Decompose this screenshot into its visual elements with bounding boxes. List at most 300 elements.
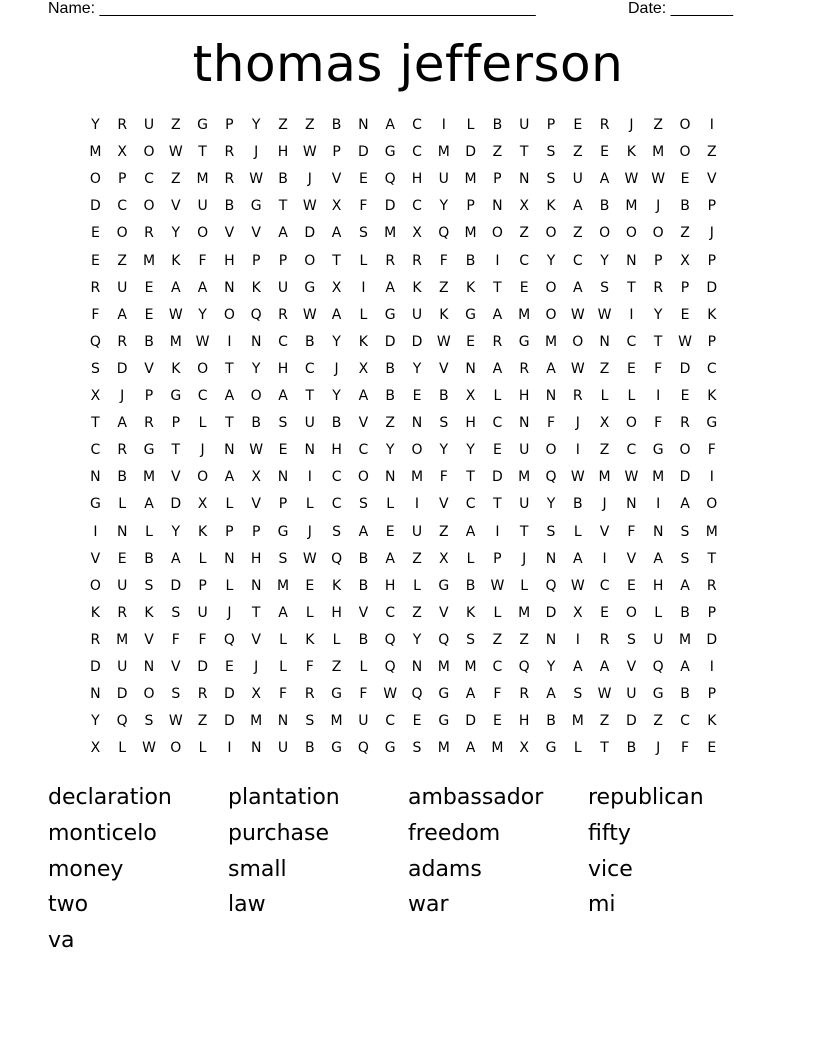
grid-letter: V — [171, 469, 181, 486]
grid-letter: N — [224, 550, 235, 567]
grid-letter: P — [493, 171, 502, 188]
grid-letter: Z — [492, 631, 503, 648]
grid-letter: S — [305, 713, 315, 730]
grid-letter: S — [358, 496, 368, 513]
grid-letter: O — [89, 171, 101, 188]
grid-letter: I — [602, 550, 607, 567]
grid-letter: L — [279, 659, 287, 675]
grid-letter: M — [384, 225, 397, 242]
grid-letter: F — [305, 659, 314, 675]
grid-letter: I — [709, 659, 714, 675]
grid-letter: A — [599, 659, 610, 675]
grid-letter: Y — [198, 306, 207, 323]
grid-letter: L — [520, 577, 529, 594]
grid-letter: P — [332, 144, 341, 161]
grid-letter: D — [304, 225, 316, 242]
grid-letter: J — [227, 604, 232, 621]
grid-letter: B — [626, 740, 637, 757]
grid-letter: X — [519, 740, 529, 757]
grid-letter: W — [249, 171, 264, 188]
grid-letter: N — [599, 333, 610, 350]
grid-letter: S — [144, 713, 154, 730]
grid-letter: G — [384, 306, 396, 323]
grid-letter: C — [492, 415, 503, 432]
word-bank-item: adams — [408, 856, 482, 882]
grid-letter: F — [654, 360, 663, 377]
grid-letter: F — [198, 252, 207, 269]
grid-letter: I — [361, 279, 366, 296]
grid-letter: B — [438, 388, 449, 404]
grid-letter: A — [278, 388, 288, 404]
grid-letter: R — [117, 333, 128, 350]
grid-letter: T — [707, 550, 717, 567]
grid-letter: P — [225, 523, 234, 540]
grid-letter: V — [626, 550, 637, 567]
grid-letter: G — [89, 496, 101, 513]
grid-letter: U — [117, 577, 128, 594]
grid-letter: S — [573, 686, 583, 703]
grid-letter: O — [491, 225, 503, 242]
grid-letter: I — [575, 631, 580, 648]
grid-letter: F — [627, 523, 636, 540]
grid-letter: B — [331, 117, 342, 133]
grid-letter: U — [277, 740, 289, 757]
grid-letter: F — [439, 252, 448, 269]
grid-letter: M — [276, 577, 290, 594]
grid-letter: W — [168, 306, 183, 323]
grid-letter: C — [117, 198, 128, 215]
word-bank-item: va — [48, 928, 75, 954]
grid-letter: K — [305, 631, 315, 648]
grid-letter: A — [171, 550, 181, 567]
grid-letter: K — [546, 198, 556, 215]
grid-letter: P — [707, 333, 717, 350]
grid-letter: W — [678, 333, 692, 350]
grid-letter: W — [651, 171, 666, 188]
grid-letter: G — [465, 306, 477, 323]
grid-letter: H — [277, 360, 289, 377]
grid-letter: K — [90, 604, 100, 621]
grid-letter: O — [304, 252, 316, 269]
grid-letter: R — [224, 144, 235, 161]
grid-letter: B — [680, 686, 690, 703]
grid-letter: I — [495, 523, 500, 540]
grid-letter: W — [249, 442, 264, 459]
grid-letter: A — [144, 496, 154, 513]
grid-letter: S — [412, 740, 422, 757]
grid-letter: B — [465, 252, 476, 269]
grid-letter: Z — [599, 360, 610, 377]
grid-letter: J — [602, 496, 607, 513]
grid-letter: Y — [546, 659, 556, 675]
grid-letter: G — [304, 279, 316, 296]
grid-letter: O — [170, 740, 182, 757]
grid-letter: M — [250, 713, 263, 730]
grid-letter: T — [332, 252, 341, 269]
grid-letter: O — [652, 225, 664, 242]
grid-letter: D — [170, 496, 182, 513]
grid-letter: A — [492, 306, 503, 323]
grid-letter: K — [707, 388, 717, 404]
grid-letter: D — [545, 604, 557, 621]
grid-letter: A — [385, 117, 395, 133]
grid-letter: M — [518, 306, 531, 323]
grid-letter: E — [412, 388, 422, 404]
grid-letter: Q — [652, 659, 664, 675]
grid-letter: N — [545, 550, 557, 567]
grid-letter: W — [624, 469, 639, 486]
grid-letter: O — [572, 333, 584, 350]
grid-letter: Z — [706, 144, 717, 161]
grid-letter: F — [171, 631, 180, 648]
grid-letter: F — [278, 686, 288, 703]
grid-letter: V — [224, 225, 235, 242]
grid-letter: D — [465, 144, 476, 161]
grid-letter: C — [412, 144, 422, 161]
grid-letter: A — [680, 659, 690, 675]
grid-letter: F — [91, 306, 100, 323]
grid-letter: R — [492, 333, 503, 350]
grid-letter: X — [412, 225, 422, 242]
grid-letter: Y — [600, 252, 609, 269]
grid-letter: R — [412, 252, 422, 269]
grid-letter: G — [384, 740, 396, 757]
grid-letter: X — [251, 686, 261, 703]
grid-letter: Y — [546, 496, 556, 513]
grid-letter: L — [279, 631, 287, 648]
grid-letter: O — [545, 306, 557, 323]
grid-letter: M — [196, 171, 209, 188]
grid-letter: R — [117, 442, 128, 459]
grid-letter: O — [143, 198, 155, 215]
grid-letter: H — [411, 171, 423, 188]
grid-letter: G — [438, 686, 450, 703]
grid-letter: D — [411, 333, 423, 350]
grid-letter: V — [90, 550, 101, 567]
grid-letter: I — [227, 740, 232, 757]
grid-letter: R — [599, 631, 610, 648]
grid-letter: L — [198, 415, 207, 432]
grid-letter: L — [225, 496, 234, 513]
grid-letter: H — [250, 550, 262, 567]
grid-letter: K — [465, 604, 476, 621]
grid-letter: S — [171, 604, 181, 621]
grid-letter: U — [519, 117, 530, 133]
grid-letter: H — [465, 415, 476, 432]
grid-letter: C — [412, 198, 422, 215]
grid-letter: A — [278, 225, 288, 242]
grid-letter: Q — [384, 631, 396, 648]
grid-letter: G — [652, 686, 664, 703]
grid-letter: N — [224, 442, 235, 459]
grid-letter: V — [144, 631, 154, 648]
grid-letter: N — [626, 252, 637, 269]
word-bank-item: law — [228, 892, 266, 918]
grid-letter: K — [197, 523, 208, 540]
grid-letter: A — [171, 279, 181, 296]
grid-letter: Z — [680, 225, 690, 242]
grid-letter: U — [572, 171, 583, 188]
grid-letter: C — [465, 496, 476, 513]
grid-letter: G — [250, 198, 262, 215]
grid-letter: W — [570, 469, 585, 486]
grid-letter: L — [145, 523, 153, 540]
date-field-label: Date: _______ — [628, 0, 733, 17]
grid-letter: A — [573, 550, 583, 567]
grid-letter: X — [519, 198, 529, 215]
grid-letter: G — [384, 144, 396, 161]
grid-letter: J — [120, 388, 125, 404]
grid-letter: V — [171, 659, 181, 675]
grid-letter: J — [575, 415, 580, 432]
grid-letter: R — [144, 225, 154, 242]
grid-letter: L — [359, 306, 368, 323]
grid-letter: L — [198, 740, 207, 757]
grid-letter: V — [144, 360, 154, 377]
grid-letter: P — [707, 604, 717, 621]
grid-letter: Q — [223, 631, 235, 648]
grid-letter: R — [572, 388, 583, 404]
grid-letter: J — [200, 442, 205, 459]
grid-letter: D — [384, 333, 396, 350]
grid-letter: L — [573, 523, 582, 540]
grid-letter: R — [117, 117, 128, 133]
grid-letter: R — [197, 686, 208, 703]
grid-letter: X — [572, 604, 583, 621]
grid-letter: Z — [331, 659, 342, 675]
grid-letter: O — [679, 144, 691, 161]
grid-letter: M — [625, 198, 638, 215]
grid-letter: O — [223, 306, 235, 323]
grid-letter: T — [600, 740, 609, 757]
grid-letter: P — [546, 117, 556, 133]
grid-letter: M — [705, 523, 718, 540]
grid-letter: A — [465, 523, 476, 540]
grid-letter: C — [331, 469, 342, 486]
grid-letter: M — [142, 469, 156, 486]
grid-letter: Z — [599, 442, 610, 459]
grid-letter: R — [519, 360, 530, 377]
grid-letter: E — [519, 279, 529, 296]
word-bank-item: war — [408, 892, 449, 918]
grid-letter: U — [653, 631, 664, 648]
grid-letter: V — [251, 225, 261, 242]
grid-letter: N — [90, 686, 101, 703]
grid-letter: W — [383, 686, 398, 703]
grid-letter: P — [278, 252, 288, 269]
grid-letter: M — [571, 713, 584, 730]
grid-letter: S — [332, 523, 342, 540]
grid-letter: Q — [438, 225, 450, 242]
grid-letter: T — [91, 415, 100, 432]
grid-letter: U — [197, 604, 208, 621]
grid-letter: K — [707, 306, 717, 323]
grid-letter: N — [545, 388, 557, 404]
grid-letter: R — [304, 686, 315, 703]
grid-letter: T — [466, 469, 475, 486]
grid-letter: J — [254, 144, 259, 161]
grid-letter: R — [90, 279, 101, 296]
grid-letter: K — [465, 279, 476, 296]
grid-letter: V — [707, 171, 717, 188]
grid-letter: W — [624, 171, 639, 188]
page-title: thomas jefferson — [192, 35, 624, 93]
grid-letter: R — [117, 604, 128, 621]
grid-letter: E — [144, 279, 154, 296]
grid-letter: E — [90, 252, 100, 269]
grid-letter: W — [490, 577, 505, 594]
grid-letter: N — [626, 496, 637, 513]
grid-letter: U — [277, 279, 289, 296]
grid-letter: M — [437, 659, 450, 675]
header — [48, 0, 740, 20]
grid-letter: U — [358, 713, 369, 730]
grid-letter: X — [331, 198, 342, 215]
grid-letter: S — [466, 631, 476, 648]
grid-letter: W — [570, 577, 585, 594]
grid-letter: E — [492, 442, 502, 459]
grid-letter: I — [307, 469, 312, 486]
grid-letter: K — [251, 279, 261, 296]
grid-letter: X — [438, 550, 449, 567]
grid-letter: Z — [438, 279, 449, 296]
grid-letter: M — [89, 144, 102, 161]
grid-letter: U — [411, 523, 423, 540]
grid-letter: W — [168, 144, 183, 161]
grid-letter: G — [706, 415, 718, 432]
grid-letter: Y — [91, 713, 100, 730]
grid-letter: K — [439, 306, 449, 323]
grid-letter: M — [464, 171, 477, 188]
grid-letter: I — [709, 469, 714, 486]
grid-letter: B — [358, 631, 369, 648]
grid-letter: Y — [546, 252, 556, 269]
grid-letter: Z — [170, 117, 181, 133]
grid-letter: O — [545, 279, 557, 296]
grid-letter: M — [330, 713, 343, 730]
grid-letter: F — [439, 469, 448, 486]
grid-letter: O — [357, 469, 369, 486]
grid-letter: Y — [653, 306, 663, 323]
grid-letter: O — [116, 225, 128, 242]
grid-letter: E — [117, 550, 127, 567]
grid-letter: K — [412, 279, 422, 296]
grid-letter: H — [277, 144, 289, 161]
grid-letter: D — [170, 577, 182, 594]
grid-letter: C — [572, 252, 583, 269]
grid-letter: P — [707, 686, 717, 703]
grid-letter: E — [707, 740, 717, 757]
grid-letter: C — [492, 659, 503, 675]
grid-letter: W — [302, 144, 317, 161]
grid-letter: P — [466, 198, 475, 215]
grid-letter: B — [385, 388, 395, 404]
word-bank-item: plantation — [228, 785, 340, 810]
grid-letter: B — [224, 198, 235, 215]
grid-letter: X — [90, 740, 101, 757]
grid-letter: D — [679, 360, 691, 377]
grid-letter: M — [652, 469, 665, 486]
grid-letter: C — [90, 442, 101, 459]
grid-letter: F — [680, 740, 690, 757]
grid-letter: G — [652, 442, 664, 459]
grid-letter: B — [680, 198, 690, 215]
grid-letter: Y — [251, 117, 261, 133]
grid-letter: O — [599, 225, 611, 242]
grid-letter: M — [142, 252, 156, 269]
grid-letter: X — [599, 415, 610, 432]
grid-letter: N — [358, 117, 369, 133]
grid-letter: Y — [332, 333, 341, 350]
grid-letter: M — [437, 740, 450, 757]
grid-letter: W — [436, 333, 451, 350]
grid-letter: E — [278, 442, 288, 459]
grid-letter: Q — [357, 740, 369, 757]
grid-letter: T — [171, 442, 181, 459]
grid-letter: E — [680, 171, 690, 188]
grid-letter: X — [117, 144, 127, 161]
grid-letter: E — [600, 144, 610, 161]
grid-letter: D — [465, 713, 476, 730]
grid-letter: V — [358, 415, 369, 432]
grid-letter: G — [438, 577, 450, 594]
grid-letter: D — [706, 631, 718, 648]
grid-letter: I — [709, 117, 714, 133]
grid-letter: H — [518, 713, 530, 730]
grid-letter: P — [680, 279, 690, 296]
grid-letter: A — [465, 686, 476, 703]
grid-letter: W — [195, 333, 210, 350]
grid-letter: R — [144, 415, 154, 432]
grid-letter: C — [358, 442, 369, 459]
grid-letter: Y — [91, 117, 100, 133]
grid-letter: A — [653, 550, 663, 567]
grid-letter: L — [493, 388, 502, 404]
grid-letter: J — [334, 360, 339, 377]
grid-letter: X — [331, 279, 342, 296]
grid-letter: C — [304, 360, 315, 377]
grid-letter: Y — [412, 631, 422, 648]
grid-letter: P — [707, 252, 717, 269]
word-bank-item: purchase — [228, 820, 329, 846]
grid-letter: R — [224, 171, 235, 188]
grid-letter: V — [251, 496, 261, 513]
grid-letter: A — [573, 659, 583, 675]
grid-letter: F — [546, 415, 556, 432]
word-bank-item: declaration — [48, 785, 172, 810]
grid-letter: U — [117, 659, 128, 675]
grid-letter: L — [332, 631, 341, 648]
grid-letter: B — [304, 333, 315, 350]
grid-letter: A — [546, 360, 556, 377]
grid-letter: W — [570, 360, 585, 377]
grid-letter: N — [277, 469, 289, 486]
grid-letter: G — [438, 713, 450, 730]
grid-letter: E — [573, 117, 583, 133]
grid-letter: M — [652, 144, 665, 161]
grid-letter: U — [117, 279, 128, 296]
grid-letter: R — [680, 415, 690, 432]
grid-letter: C — [385, 604, 396, 621]
grid-letter: C — [706, 360, 717, 377]
word-bank-item: ambassador — [408, 785, 544, 810]
grid-letter: H — [224, 252, 235, 269]
grid-letter: E — [466, 333, 476, 350]
grid-letter: A — [492, 360, 503, 377]
grid-letter: R — [90, 631, 101, 648]
grid-letter: I — [575, 442, 580, 459]
grid-letter: S — [439, 415, 449, 432]
